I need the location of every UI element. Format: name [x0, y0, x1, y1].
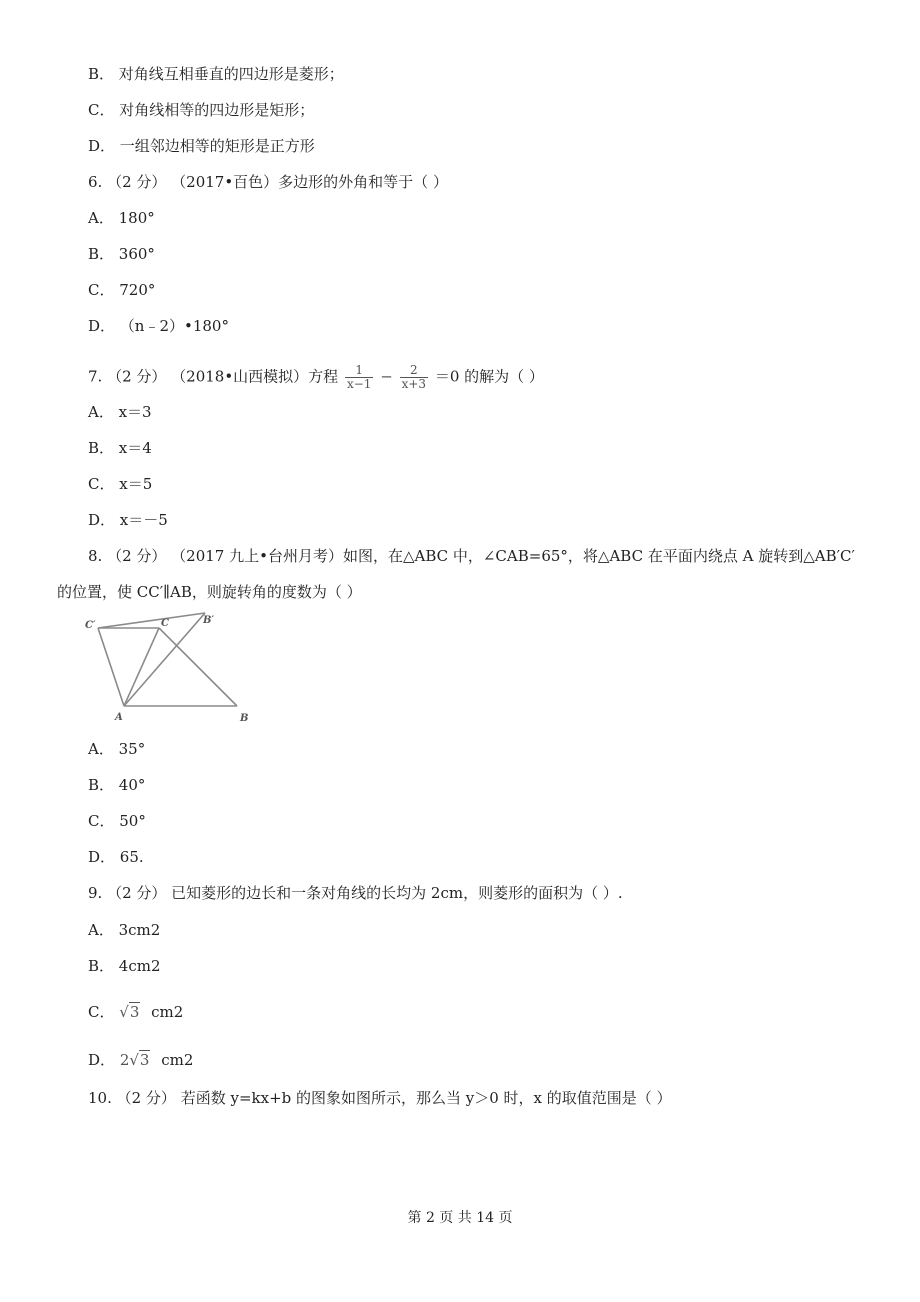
question-6: 6. （2 分） （2017•百色）多边形的外角和等于（ ）	[88, 173, 448, 191]
q9-option-d-radicand: 3	[139, 1051, 150, 1069]
q9-option-c-radicand: 3	[129, 1003, 140, 1021]
q7-option-b: B． x＝4	[88, 439, 152, 457]
page-footer: 第 2 页 共 14 页	[407, 1210, 513, 1226]
q7-fraction-2	[400, 364, 428, 391]
q9-option-d	[88, 1050, 193, 1070]
question-10: 10. （2 分） 若函数 y=kx+b 的图象如图所示，那么当 y＞0 时，x 的取值范围是（ ）	[88, 1089, 672, 1107]
q7-fraction-1	[345, 364, 373, 391]
q9-option-c-sqrt: √3	[119, 1003, 140, 1021]
question-9: 9. （2 分） 已知菱形的边长和一条对角线的长均为 2cm，则菱形的面积为（ ）.	[88, 884, 623, 902]
q6-option-d: D． （n﹣2）•180°	[88, 317, 229, 335]
q5-option-c: C． 对角线相等的四边形是矩形；	[88, 101, 315, 119]
q8-option-c: C． 50°	[88, 812, 146, 830]
segment-c-prime-b-prime	[98, 613, 205, 628]
question-7	[88, 364, 544, 391]
q6-option-b: B． 360°	[88, 245, 155, 263]
q8-option-b: B． 40°	[88, 776, 146, 794]
segment-a-c	[124, 628, 159, 706]
q9-option-d-sqrt: 2√3	[119, 1051, 150, 1069]
q7-fraction-1-numerator: 1	[345, 364, 373, 378]
label-c: C	[161, 618, 169, 629]
q9-option-a: A． 3cm2	[88, 921, 161, 939]
q7-text-after: ＝0 的解为（ ）	[434, 367, 544, 386]
q5-option-d: D． 一组邻边相等的矩形是正方形	[88, 137, 315, 155]
q9-option-d-coefficient: 2	[119, 1051, 130, 1069]
q7-fraction-2-numerator: 2	[400, 364, 428, 378]
q9-option-d-label: D．	[88, 1051, 116, 1069]
q7-fraction-1-denominator: x−1	[346, 377, 372, 391]
segment-c-b	[159, 628, 237, 706]
q9-option-c-label: C．	[88, 1003, 115, 1021]
rotation-triangle-figure	[82, 610, 257, 730]
label-c-prime: C′	[85, 620, 96, 631]
q7-fraction-2-denominator: x+3	[401, 377, 427, 391]
q7-option-a: A． x＝3	[88, 403, 152, 421]
q7-option-d: D． x＝－5	[88, 511, 168, 529]
label-b-prime: B′	[203, 615, 215, 626]
q8-option-a: A． 35°	[88, 740, 146, 758]
q7-text-before: 7. （2 分） （2018•山西模拟）方程	[88, 367, 339, 386]
q9-option-d-unit: cm2	[161, 1051, 194, 1069]
question-8-line-2: 的位置，使 CC′∥AB，则旋转角的度数为（ ）	[57, 583, 362, 601]
q5-option-b: B． 对角线互相垂直的四边形是菱形；	[88, 65, 344, 83]
segment-c-prime-a	[98, 628, 124, 706]
q9-option-c-unit: cm2	[151, 1003, 184, 1021]
q8-option-d: D． 65.	[88, 848, 144, 866]
question-8-line-1: 8. （2 分） （2017 九上•台州月考）如图，在△ABC 中，∠CAB=65°，将△ABC 在平面内绕点 A 旋转到△AB′C′	[88, 547, 855, 565]
q6-option-a: A． 180°	[88, 209, 155, 227]
q6-option-c: C． 720°	[88, 281, 156, 299]
q7-option-c: C． x＝5	[88, 475, 153, 493]
label-a: A	[115, 712, 123, 723]
q9-option-b: B． 4cm2	[88, 957, 161, 975]
label-b: B	[240, 713, 249, 724]
q7-minus-sign: −	[380, 367, 393, 386]
q9-option-c	[88, 1002, 183, 1022]
